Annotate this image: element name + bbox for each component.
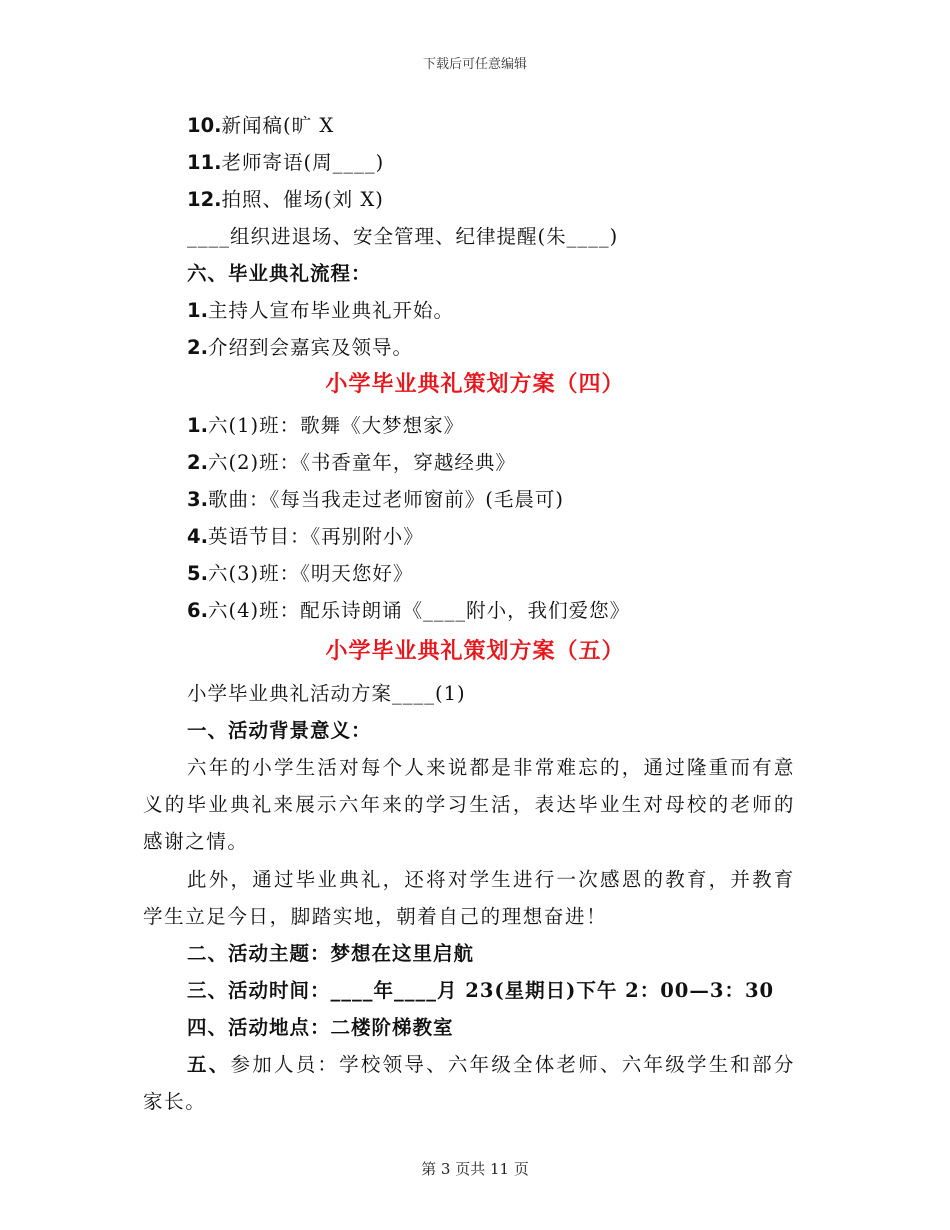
section-title: 三、活动时间：____年____月 23(星期日)下午 2：00—3：30: [187, 979, 775, 1002]
list-item: 12.拍照、催场(刘 X): [187, 188, 384, 211]
paragraph: 此外，通过毕业典礼，还将对学生进行一次感恩的教育，并教育学生立足今日，脚踏实地，朝着自己的理想奋进！: [143, 868, 795, 928]
page-header: 下载后可任意编辑: [422, 57, 527, 72]
paragraph: 五、参加人员：学校领导、六年级全体老师、六年级学生和部分家长。: [143, 1053, 795, 1113]
page-footer: 第 3 页共 11 页: [421, 1160, 529, 1178]
section-heading: 小学毕业典礼策划方案（四）: [325, 371, 625, 397]
section-title: 六、毕业典礼流程：: [187, 262, 372, 285]
list-item: 11.老师寄语(周____): [187, 151, 385, 174]
section-heading: 小学毕业典礼策划方案（五）: [325, 638, 625, 664]
plan-subtitle: 小学毕业典礼活动方案____(1): [187, 682, 466, 705]
paragraph: 六年的小学生活对每个人来说都是非常难忘的，通过隆重而有意义的毕业典礼来展示六年来的学习生活，表达毕业生对母校的老师的感谢之情。: [143, 756, 795, 853]
list-item: 6.六(4)班：配乐诗朗诵《____附小，我们爱您》: [187, 599, 631, 622]
list-item: 10.新闻稿(旷 X: [187, 114, 335, 137]
section-title: 二、活动主题：梦想在这里启航: [187, 942, 475, 965]
section-title: 一、活动背景意义：: [187, 719, 372, 742]
list-item: 3.歌曲：《每当我走过老师窗前》(毛晨可): [187, 488, 564, 511]
section-title: 四、活动地点：二楼阶梯教室: [187, 1016, 454, 1039]
list-item: 2.六(2)班：《书香童年，穿越经典》: [187, 451, 516, 474]
list-item: 2.介绍到会嘉宾及领导。: [187, 336, 413, 359]
list-item: 5.六(3)班：《明天您好》: [187, 562, 414, 585]
list-item: 1.主持人宣布毕业典礼开始。: [187, 299, 454, 322]
list-item: 1.六(1)班：歌舞《大梦想家》: [187, 414, 465, 437]
list-item: ____组织进退场、安全管理、纪律提醒(朱____): [187, 225, 619, 248]
list-item: 4.英语节目：《再别附小》: [187, 525, 424, 548]
